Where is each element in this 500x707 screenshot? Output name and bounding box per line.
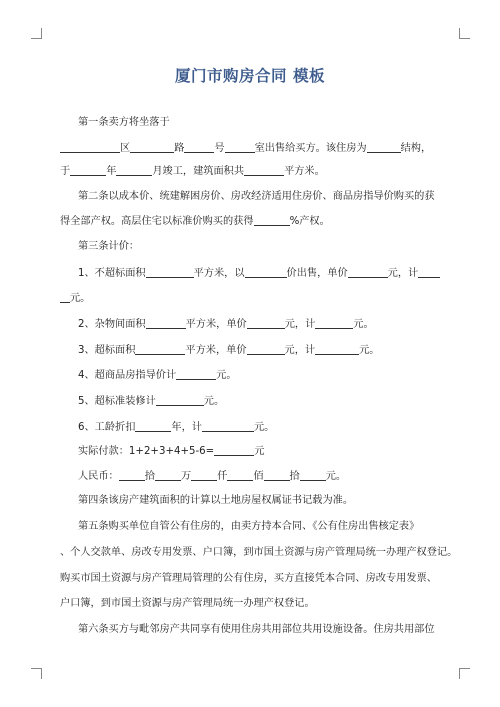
article-3-item-2: 2、杂物间面积 平方米，单价 元，计 元。 xyxy=(78,319,374,330)
blank-number xyxy=(184,141,214,153)
article-3-item-5: 5、超标准装修计 元。 xyxy=(78,396,225,407)
actual-payment-line: 实际付款：1+2+3+4+5-6= 元 xyxy=(78,446,265,457)
blank-excess-total xyxy=(315,343,359,355)
article-3-item-4: 4、超商品房指导价计 元。 xyxy=(78,370,237,381)
blank-room xyxy=(225,141,255,153)
blank-actual-payment xyxy=(214,444,254,456)
document-title: 厦门市购房合同 模板 xyxy=(175,67,325,85)
blank-rmb-yuan xyxy=(300,469,326,481)
article-5-line-4: 户口簿，到市国土资源与房产管理局统一办理产权登记。 xyxy=(60,598,315,609)
blank-percent xyxy=(254,214,290,226)
blank-structure xyxy=(367,141,401,153)
article-3-item-6: 6、工龄折扣 年，计 元。 xyxy=(78,422,275,433)
blank-year xyxy=(70,164,106,176)
blank-rmb-shi-wan xyxy=(119,469,145,481)
blank-storage-price xyxy=(247,317,285,329)
blank-decoration xyxy=(156,394,204,406)
corner-mark-bottom-right xyxy=(459,668,470,679)
article-1-line-3: 于 年 月竣工，建筑面积共 平方米。 xyxy=(60,166,325,177)
blank-excess-price xyxy=(247,343,285,355)
blank-standard-area xyxy=(146,266,194,278)
article-4: 第四条该房产建筑面积的计算以土地房屋权属证书记载为准。 xyxy=(78,495,354,506)
article-3-item-1-cont: 元。 xyxy=(60,291,440,306)
blank-storage-area xyxy=(146,317,186,329)
corner-mark-top-left xyxy=(31,28,42,39)
blank-total-1-cont xyxy=(60,291,70,303)
article-5-line-2: 、个人交款单、房改专用发票、户口簿，到市国土资源与房产管理局统一办理产权登记。 xyxy=(60,547,458,558)
article-5-line-1: 第五条购买单位自管公有住房的，由卖方持本合同、《公有住房出售核定表》 xyxy=(78,521,420,532)
blank-area xyxy=(244,164,284,176)
blank-district xyxy=(60,141,120,153)
blank-rmb-wan xyxy=(155,469,181,481)
blank-years xyxy=(135,420,171,432)
article-6-line-1: 第六条买方与毗邻房产共同享有使用住房共用部位共用设施设备。住房共用部位 xyxy=(78,624,435,635)
blank-discount xyxy=(202,420,254,432)
corner-mark-bottom-left xyxy=(31,668,42,679)
article-3-item-1: 1、不超标面积 平方米，以 价出售，单价 元，计 xyxy=(78,266,440,281)
blank-rmb-shi xyxy=(264,469,290,481)
article-1-line-2: 区 路 号 室出售给买方。该住房为 结构， xyxy=(60,141,440,156)
article-5-line-3: 购买市国土资源与房产管理局管理的公有住房，买方直接凭本合同、房改专用发票、 xyxy=(60,573,437,584)
article-3-heading: 第三条计价： xyxy=(78,241,140,252)
article-1-line-1: 第一条卖方将坐落于 xyxy=(78,117,170,128)
article-3-item-3: 3、超标面积 平方米，单价 元，计 元。 xyxy=(78,345,380,356)
article-2-line-1: 第二条以成本价、统建解困房价、房改经济适用住房价、商品房指导价购买的获 xyxy=(78,191,435,202)
blank-excess-area xyxy=(135,343,185,355)
blank-month xyxy=(116,164,152,176)
corner-mark-top-right xyxy=(459,28,470,39)
blank-total-1 xyxy=(418,266,440,278)
blank-storage-total xyxy=(315,317,353,329)
blank-rmb-bai xyxy=(227,469,253,481)
article-2-line-2: 得全部产权。高层住宅以标准价购买的获得 %产权。 xyxy=(60,216,330,227)
blank-guide-price xyxy=(176,368,216,380)
blank-unit-price xyxy=(348,266,388,278)
blank-price-type xyxy=(245,266,287,278)
blank-road xyxy=(130,141,174,153)
blank-rmb-qian xyxy=(191,469,217,481)
rmb-amount-line: 人民币： 拾 万 仟 佰 拾 元。 xyxy=(78,471,347,482)
